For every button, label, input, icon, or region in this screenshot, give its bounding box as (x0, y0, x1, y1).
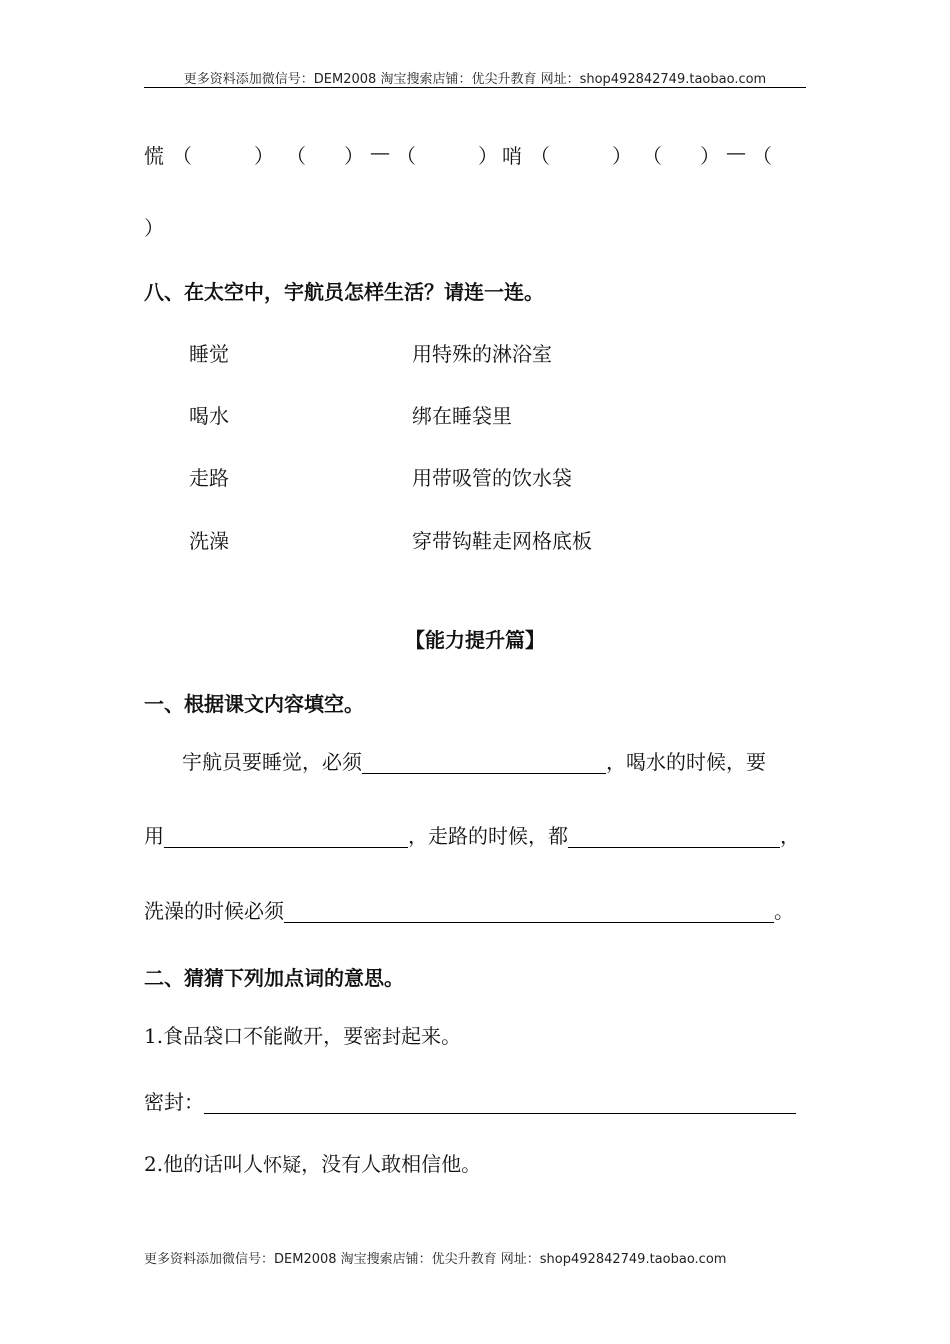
open-paren: （ (752, 144, 772, 168)
close-paren: ） (144, 216, 164, 240)
match-right-item: 穿带钩鞋走网格底板 (412, 529, 592, 553)
page-header: 更多资料添加微信号：DEM2008 淘宝搜索店铺：优尖升教育 网址：shop492842749.taobao.com (183, 72, 767, 87)
fill-blank[interactable] (284, 900, 774, 923)
close-paren: ） (612, 144, 632, 168)
match-left-item: 走路 (189, 466, 229, 490)
q2-answer-1 (144, 1090, 796, 1114)
q1-text: 宇航员要睡觉，必须 (182, 750, 362, 774)
q1-text: 洗澡的时候必须 (144, 899, 284, 923)
close-paren: ） (254, 144, 274, 168)
dotted-word: 密封 (363, 1026, 402, 1048)
q1-text: ， (780, 824, 800, 848)
q2-heading: 二、猜猜下列加点词的意思。 (144, 966, 404, 990)
fill-blank[interactable] (362, 751, 606, 774)
q2-text: ，没有人敢相信他。 (301, 1152, 482, 1176)
dash: — (726, 140, 746, 164)
dotted-word: 怀疑 (263, 1154, 302, 1176)
q1-text: 用 (144, 824, 164, 848)
word-char-1: 慌 (144, 144, 164, 168)
match-right-item: 用特殊的淋浴室 (412, 342, 552, 366)
header-divider (144, 87, 806, 88)
open-paren: （ (396, 144, 416, 168)
section8-heading: 八、在太空中，宇航员怎样生活？请连一连。 (144, 280, 544, 304)
match-left-item: 睡觉 (189, 342, 229, 366)
q2-item-1 (144, 1024, 461, 1049)
answer-label: 密封： (144, 1090, 204, 1114)
fill-blank[interactable] (568, 825, 780, 848)
match-right-item: 绑在睡袋里 (412, 404, 512, 428)
open-paren: （ (642, 144, 662, 168)
close-paren: ） (344, 144, 364, 168)
open-paren: （ (286, 144, 306, 168)
q2-text: 2.他的话叫人 (144, 1152, 264, 1176)
match-left-item: 洗澡 (189, 529, 229, 553)
q1-heading: 一、根据课文内容填空。 (144, 692, 364, 716)
q2-item-2 (144, 1152, 481, 1177)
ability-section-title: 【能力提升篇】 (405, 628, 545, 652)
q1-line-2 (144, 824, 800, 848)
close-paren: ） (478, 144, 498, 168)
q1-line-1 (182, 750, 766, 774)
q1-line-3 (144, 899, 794, 923)
fill-blank[interactable] (164, 825, 408, 848)
fill-blank[interactable] (204, 1091, 796, 1114)
q2-text: 1.食品袋口不能敞开，要 (144, 1024, 364, 1048)
open-paren: （ (530, 144, 550, 168)
q1-text: ，喝水的时候，要 (606, 750, 766, 774)
q1-text: 。 (774, 899, 794, 923)
dash: — (370, 140, 390, 164)
close-paren: ） (700, 144, 720, 168)
open-paren: （ (172, 144, 192, 168)
q1-text: ，走路的时候，都 (408, 824, 568, 848)
match-right-item: 用带吸管的饮水袋 (412, 466, 572, 490)
match-left-item: 喝水 (189, 404, 229, 428)
page-footer: 更多资料添加微信号：DEM2008 淘宝搜索店铺：优尖升教育 网址：shop492842749.taobao.com (144, 1252, 727, 1267)
word-char-2: 哨 (502, 144, 522, 168)
q2-text: 起来。 (401, 1024, 462, 1048)
